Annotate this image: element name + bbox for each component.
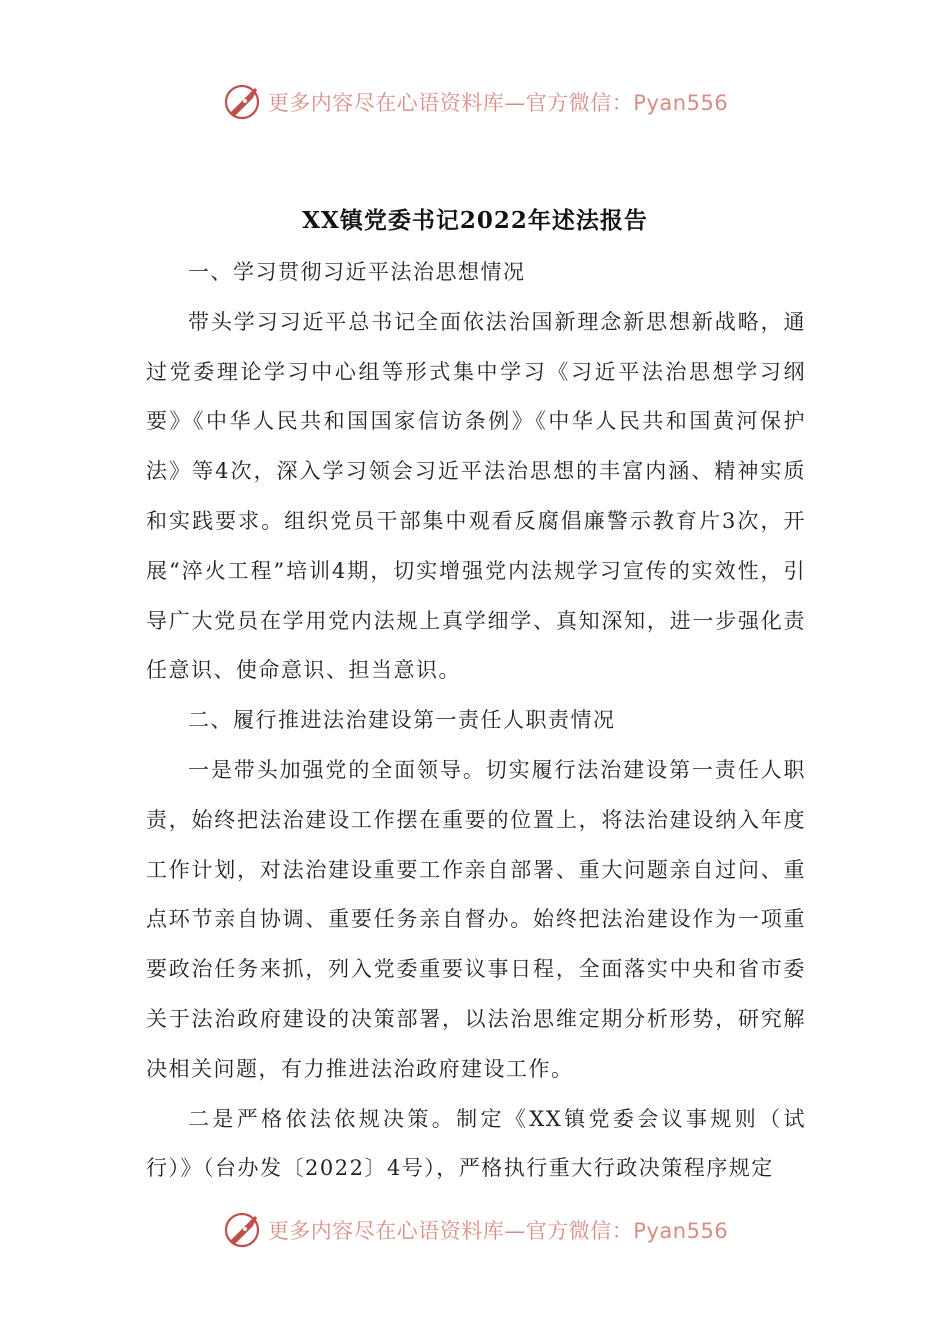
document-body (146, 248, 806, 1194)
body-paragraph: 二是严格依法依规决策。制定《XX镇党委会议事规则（试行）》（台办发〔2022〕4号），严格执行重大行政决策程序规定 (146, 1106, 806, 1181)
section-heading: 一、学习贯彻习近平法治思想情况 (188, 260, 526, 284)
watermark-text: 更多内容尽在心语资料库—官方微信：Pyan556 (267, 1219, 729, 1243)
pen-nib-logo-icon (222, 82, 262, 122)
watermark-footer (0, 1206, 950, 1254)
body-paragraph: 带头学习习近平总书记全面依法治国新理念新思想新战略，通过党委理论学习中心组等形式集中学习《习近平法治思想学习纲要》《中华人民共和国国家信访条例》《中华人民共和国黄河保护法》等4次，深入学习领会习近平法治思想的丰富内涵、精神实质和实践要求。组织党员干部集中观看反腐倡廉警示教育片3次，开展“淬火工程”培训4期，切实增强党内法规学习宣传的实效性，引导广大党员在学用党内法规上真学细学、真知深知，进一步强化责任意识、使命意识、担当意识。 (146, 309, 806, 683)
watermark-text: 更多内容尽在心语资料库—官方微信：Pyan556 (267, 91, 729, 115)
document-title: XX镇党委书记2022年述法报告 (302, 207, 648, 234)
section-heading: 二、履行推进法治建设第一责任人职责情况 (188, 708, 616, 733)
watermark-header (0, 78, 950, 126)
pen-nib-logo-icon (222, 1210, 262, 1250)
body-paragraph: 一是带头加强党的全面领导。切实履行法治建设第一责任人职责，始终把法治建设工作摆在重要的位置上，将法治建设纳入年度工作计划，对法治建设重要工作亲自部署、重大问题亲自过问、重点环节亲自协调、重要任务亲自督办。始终把法治建设作为一项重要政治任务来抓，列入党委重要议事日程，全面落实中央和省市委关于法治政府建设的决策部署，以法治思维定期分析形势，研究解决相关问题，有力推进法治政府建设工作。 (146, 757, 806, 1081)
